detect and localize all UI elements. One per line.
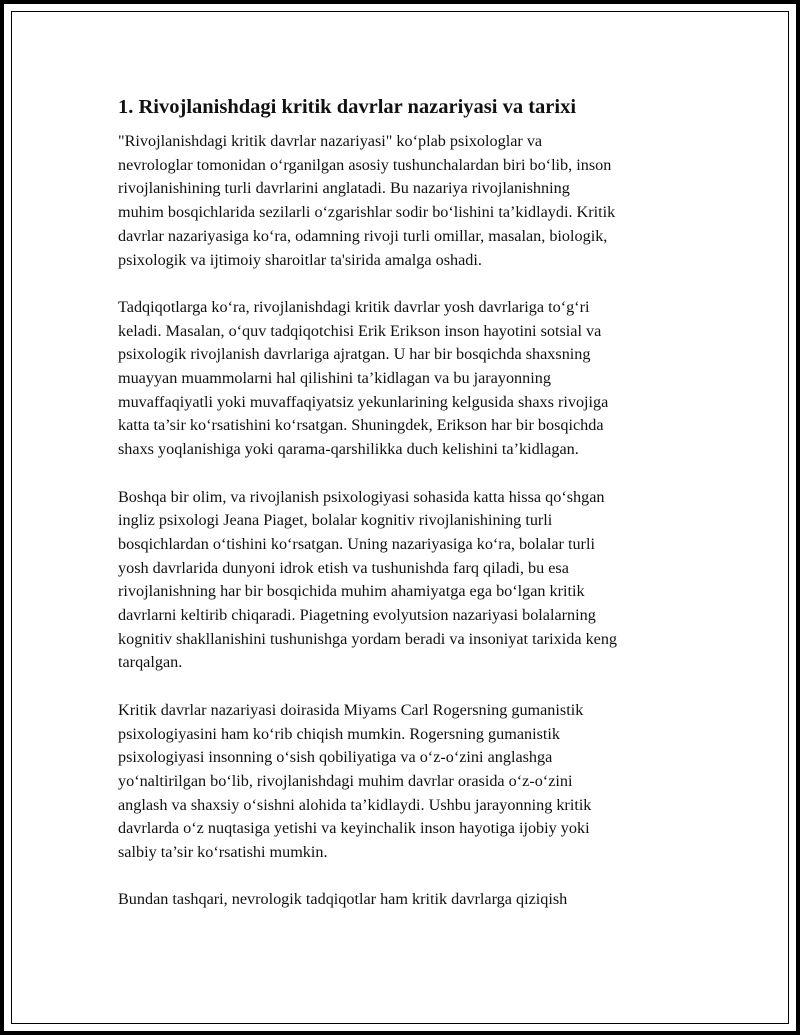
text-line: nevrologlar tomonidan o‘rganilgan asosiy tushunchalardan biri bo‘lib, inson (118, 155, 612, 174)
text-line: davrlarni keltirib chiqaradi. Piagetning evolyutsion nazariyasi bolalarning (118, 606, 596, 625)
text-line: Tadqiqotlarga ko‘ra, rivojlanishdagi kritik davrlar yosh davrlariga to‘g‘ri (118, 297, 590, 316)
text-line: psixologiyasi insonning o‘sish qobiliyatiga va o‘z-o‘zini anglashga (118, 748, 553, 767)
text-line: muhim bosqichlarida sezilarli o‘zgarishlar sodir bo‘lishini ta’kidlaydi. Kritik (118, 203, 616, 222)
paragraph-5 (118, 888, 684, 912)
paragraph-4 (118, 699, 684, 865)
document-body (118, 95, 684, 936)
text-line: rivojlanishning har bir bosqichida muhim ahamiyatga ega bo‘lgan kritik (118, 582, 585, 601)
text-line: keladi. Masalan, o‘quv tadqiqotchisi Erik Erikson inson hayotini sotsial va (118, 321, 602, 340)
text-line: yo‘naltirilgan bo‘lib, rivojlanishdagi muhim davrlar orasida o‘z-o‘zini (118, 771, 573, 790)
section-heading: 1. Rivojlanishdagi kritik davrlar nazariyasi va tarixi (118, 96, 577, 118)
text-line: davrlarda o‘z nuqtasiga yetishi va keyinchalik inson hayotiga ijobiy yoki (118, 819, 590, 838)
text-line: davrlar nazariyasiga ko‘ra, odamning rivoji turli omillar, masalan, biologik, (118, 226, 608, 245)
text-line: kognitiv shakllanishini tushunishga yordam beradi va insoniyat tarixida keng (118, 629, 618, 648)
paragraph-1 (118, 130, 684, 272)
text-line: bosqichlardan o‘tishini ko‘rsatgan. Uning nazariyasiga ko‘ra, bolalar turli (118, 534, 595, 553)
text-line: Bundan tashqari, nevrologik tadqiqotlar ham kritik davrlarga qiziqish (118, 890, 568, 909)
text-line: psixologik va ijtimoiy sharoitlar ta'sirida amalga oshadi. (118, 250, 482, 269)
text-line: anglash va shaxsiy o‘sishni alohida ta’kidlaydi. Ushbu jarayonning kritik (118, 795, 592, 814)
text-line: tarqalgan. (118, 653, 183, 672)
text-line: Kritik davrlar nazariyasi doirasida Miyams Carl Rogersning gumanistik (118, 700, 584, 719)
text-line: yosh davrlarida dunyoni idrok etish va tushunishda farq qiladi, bu esa (118, 558, 569, 577)
paragraph-2 (118, 296, 684, 462)
text-line: muayyan muammolarni hal qilishini ta’kidlagan va bu jarayonning (118, 369, 551, 388)
text-line: rivojlanishining turli davrlarini anglatadi. Bu nazariya rivojlanishning (118, 179, 570, 198)
text-line: ingliz psixologi Jeana Piaget, bolalar kognitiv rivojlanishining turli (118, 511, 553, 530)
text-line: psixologiyasini ham ko‘rib chiqish mumkin. Rogersning gumanistik (118, 724, 560, 743)
text-line: katta ta’sir ko‘rsatishini ko‘rsatgan. Shuningdek, Erikson har bir bosqichda (118, 416, 604, 435)
text-line: shaxs yoqlanishiga yoki qarama-qarshilikka duch kelishini ta’kidlagan. (118, 440, 579, 459)
text-line: salbiy ta’sir ko‘rsatishi mumkin. (118, 843, 328, 862)
text-line: "Rivojlanishdagi kritik davrlar nazariyasi" ko‘plab psixologlar va (118, 132, 543, 150)
text-line: psixologik rivojlanish davrlariga ajratgan. U har bir bosqichda shaxsning (118, 345, 591, 364)
text-line: muvaffaqiyatli yoki muvaffaqiyatsiz yekunlarining kelgusida shaxs rivojiga (118, 392, 609, 411)
text-line: Boshqa bir olim, va rivojlanish psixologiyasi sohasida katta hissa qo‘shgan (118, 487, 605, 506)
paragraph-3 (118, 486, 684, 676)
